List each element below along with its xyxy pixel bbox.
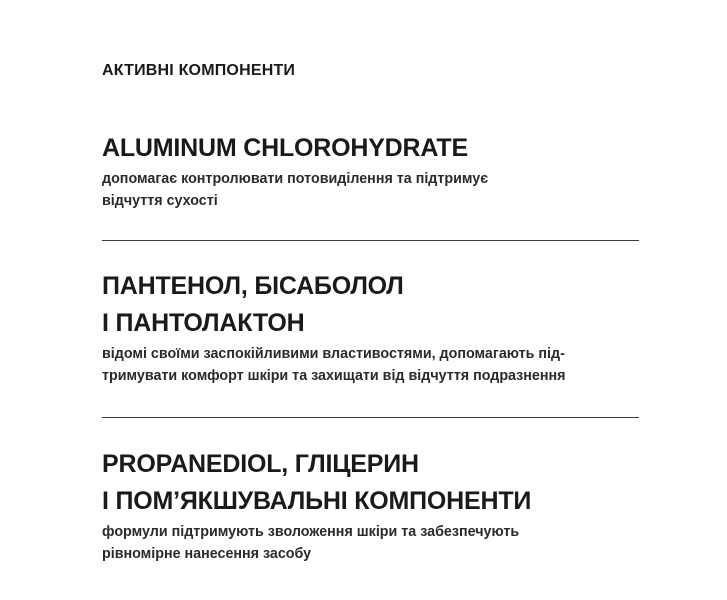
component-description — [102, 168, 662, 212]
section-divider — [102, 417, 639, 418]
component-description — [102, 343, 662, 387]
component-description-line: тримувати комфорт шкіри та захищати від відчуття подразнення — [102, 368, 566, 384]
component-heading-line: ПАНТЕНОЛ, БІСАБОЛОЛ — [102, 272, 404, 300]
section-divider — [102, 240, 639, 241]
component-panthenol-bisabolol — [102, 268, 662, 387]
component-heading-line: PROPANEDIOL, ГЛІЦЕРИН — [102, 450, 419, 478]
component-description-line: рівномірне нанесення засобу — [102, 546, 312, 562]
component-description-line: відчуття сухості — [102, 193, 218, 209]
section-title: АКТИВНІ КОМПОНЕНТИ — [102, 62, 296, 79]
component-heading — [102, 446, 662, 520]
component-heading — [102, 130, 662, 167]
component-heading — [102, 268, 662, 342]
component-heading-line: І ПОМ’ЯКШУВАЛЬНІ КОМПОНЕНТИ — [102, 487, 532, 515]
component-description-line: формули підтримують зволоження шкіри та забезпечують — [102, 524, 520, 540]
component-description — [102, 521, 662, 565]
component-heading-line: І ПАНТОЛАКТОН — [102, 309, 305, 337]
component-description-line: відомі своїми заспокійливими властивостями, допомагають під- — [102, 346, 565, 362]
component-propanediol-glycerin — [102, 446, 662, 565]
component-heading-line: ALUMINUM CHLOROHYDRATE — [102, 134, 468, 162]
component-description-line: допомагає контролювати потовиділення та підтримує — [102, 171, 489, 187]
component-aluminum-chlorohydrate — [102, 130, 662, 212]
